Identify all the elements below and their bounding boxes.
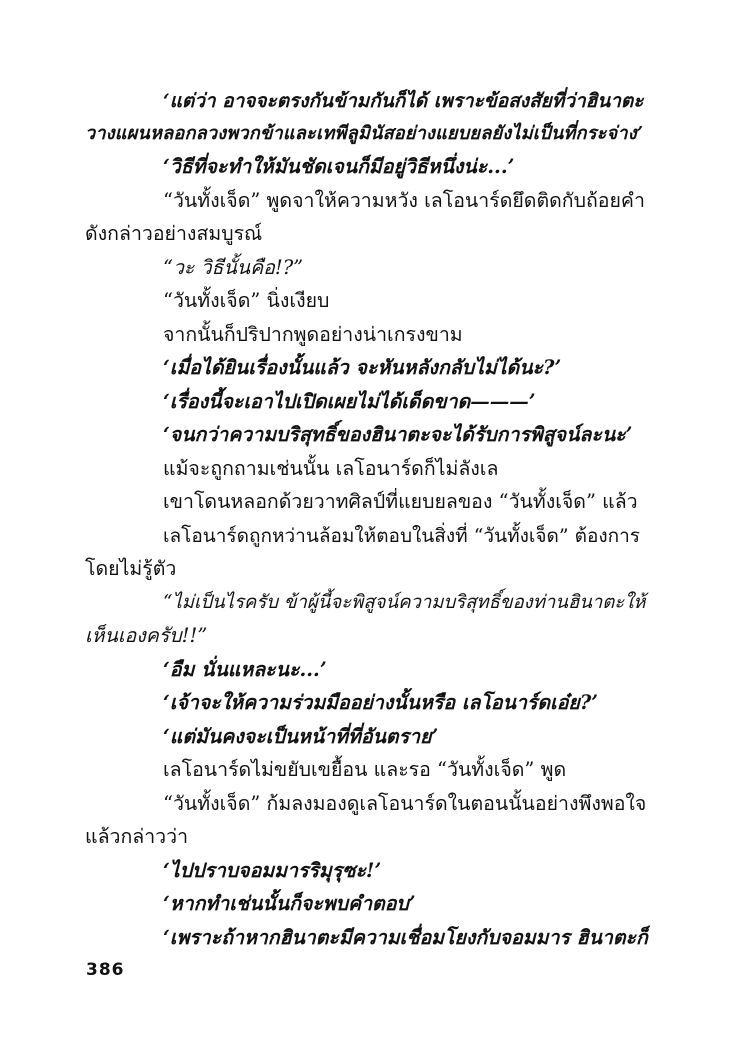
text-line: ‘เพราะถ้าหากฮินาตะมีความเชื่อมโยงกับจอมมาร ฮินาตะก็ xyxy=(163,926,648,949)
text-line: แม้จะถูกถามเช่นนั้น เลโอนาร์ดก็ไม่ลังเล xyxy=(163,457,499,480)
text-line: ดังกล่าวอย่างสมบูรณ์ xyxy=(85,222,263,245)
text-line: ‘อืม นั่นแหละนะ...’ xyxy=(163,658,327,681)
text-line: ‘แต่ว่า อาจจะตรงกันข้ามกันก็ได้ เพราะข้อสงสัยที่ว่าฮินาตะ xyxy=(163,90,644,112)
text-line: เขาโดนหลอกด้วยวาทศิลป์ที่แยบยลของ “วันทั้งเจ็ด” แล้ว xyxy=(163,490,638,513)
text-line: เห็นเองครับ!!” xyxy=(85,624,208,647)
text-line: “ไม่เป็นไรครับ ข้าผู้นี้จะพิสูจน์ความบริสุทธิ์ของท่านฮินาตะให้ xyxy=(163,592,646,613)
text-line: ‘เมื่อได้ยินเรื่องนั้นแล้ว จะหันหลังกลับไม่ได้นะ?’ xyxy=(163,356,562,379)
text-line: แล้วกล่าวว่า xyxy=(85,825,189,848)
text-line: ‘จนกว่าความบริสุทธิ์ของฮินาตะจะได้รับการพิสูจน์ละนะ’ xyxy=(163,423,633,446)
text-line: “วะ วิธีนั้นคือ!?” xyxy=(163,256,304,279)
text-line: เลโอนาร์ดถูกหว่านล้อมให้ตอบในสิ่งที่ “วันทั้งเจ็ด” ต้องการ xyxy=(163,525,641,547)
text-line: “วันทั้งเจ็ด” พูดจาให้ความหวัง เลโอนาร์ดยึดติดกับถ้อยคำ xyxy=(163,189,645,212)
text-line: ‘วิธีที่จะทำให้มันชัดเจนก็มีอยู่วิธีหนึ่งน่ะ...’ xyxy=(163,155,515,178)
text-line: วางแผนหลอกลวงพวกข้าและเทพีลูมินัสอย่างแยบยลยังไม่เป็นที่กระจ่าง’ xyxy=(85,123,644,144)
text-line: ‘ไปปราบจอมมารริมุรุซะ!’ xyxy=(163,859,382,882)
text-line: ‘เจ้าจะให้ความร่วมมืออย่างนั้นหรือ เลโอนาร์ดเอ๋ย?’ xyxy=(163,691,599,714)
text-line: ‘แต่มันคงจะเป็นหน้าที่ที่อันตราย’ xyxy=(163,725,439,748)
text-line: ‘เรื่องนี้จะเอาไปเปิดเผยไม่ได้เด็ดขาด———’ xyxy=(163,390,536,413)
page-number: 386 xyxy=(86,960,125,980)
text-line: จากนั้นก็ปริปากพูดอย่างน่าเกรงขาม xyxy=(163,323,463,346)
text-line: โดยไม่รู้ตัว xyxy=(85,557,177,580)
text-line: “วันทั้งเจ็ด” นิ่งเงียบ xyxy=(163,289,330,312)
text-line: ‘หากทำเช่นนั้นก็จะพบคำตอบ’ xyxy=(163,892,416,915)
text-line: เลโอนาร์ดไม่ขยับเขยื้อน และรอ “วันทั้งเจ็ด” พูด xyxy=(163,758,567,781)
text-line: “วันทั้งเจ็ด” ก้มลงมองดูเลโอนาร์ดในตอนนั้นอย่างพึงพอใจ xyxy=(163,792,647,815)
